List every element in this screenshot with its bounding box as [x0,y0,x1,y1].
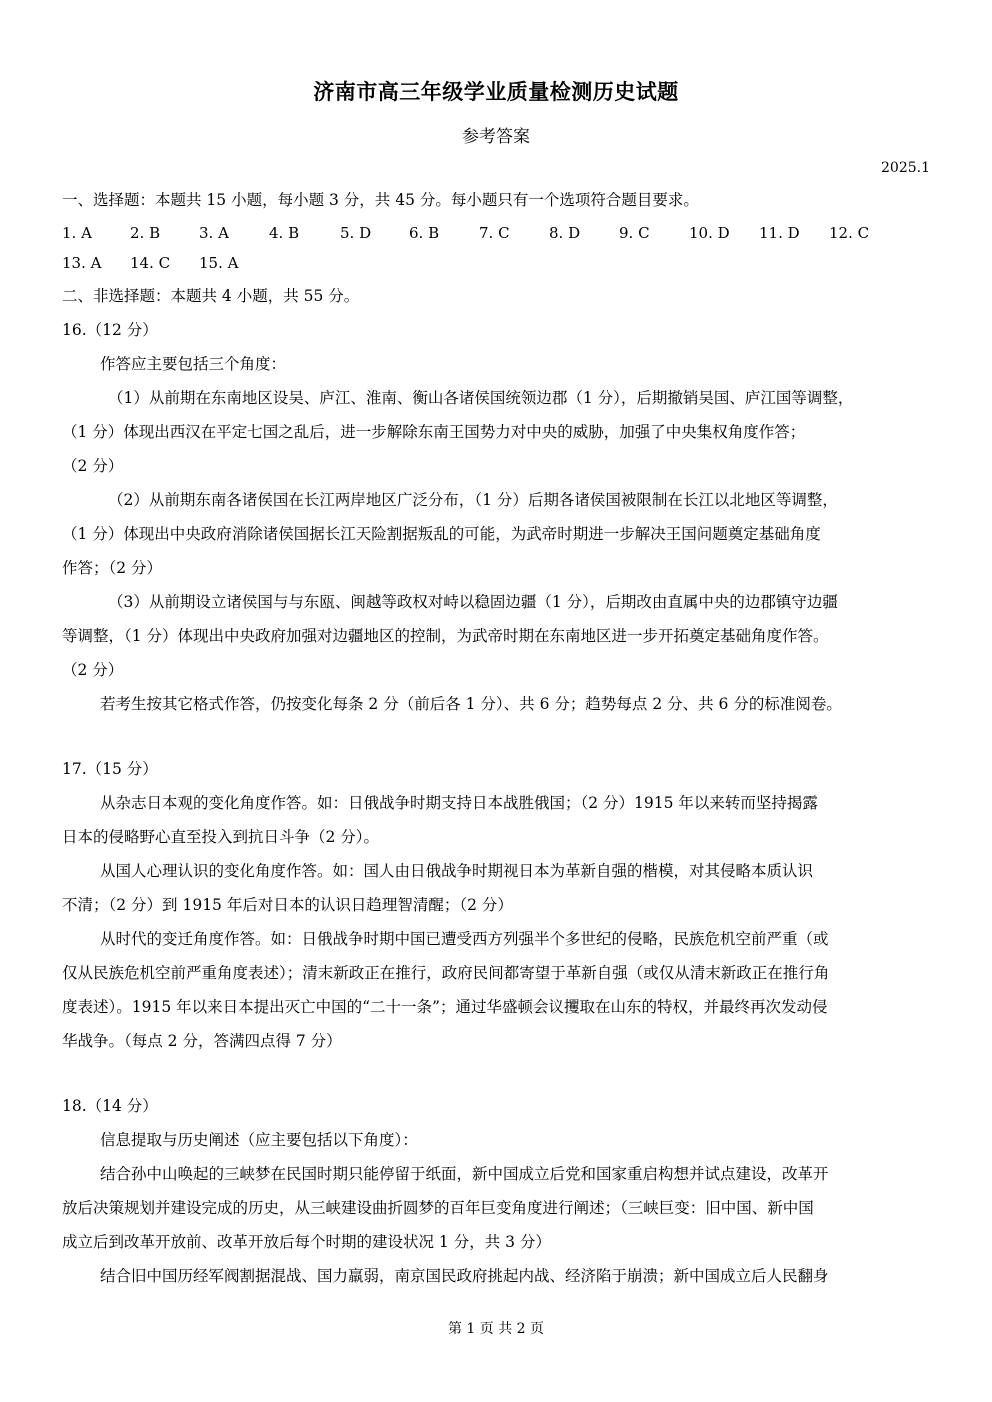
answer-1: 1. A [62,224,92,242]
q17-p3-line1: 从时代的变迁角度作答。如：日俄战争时期中国已遭受西方列强半个多世纪的侵略，民族危机空前严重（或 [100,930,829,948]
q18-p1-line1: 结合孙中山唤起的三峡梦在民国时期只能停留于纸面，新中国成立后党和国家重启构想并试点建设，改革开 [100,1165,829,1183]
q17-p3-line4: 华战争。（每点 2 分，答满四点得 7 分） [62,1032,342,1050]
answer-2: 2. B [130,224,161,242]
q16-p2-line1: （2）从前期东南各诸侯国在长江两岸地区广泛分布，（1 分）后期各诸侯国被限制在长江以北地区等调整， [108,491,838,509]
q16-p1-line2: （1 分）体现出西汉在平定七国之乱后，进一步解除东南王国势力对中央的威胁，加强了中央集权角度作答； [62,423,806,441]
page-title: 济南市高三年级学业质量检测历史试题 [313,79,679,104]
q16-p2-line2: （1 分）体现出中央政府消除诸侯国据长江天险割据叛乱的可能，为武帝时期进一步解决王国问题奠定基础角度 [62,525,821,543]
q18-p1-line2: 放后决策规划并建设完成的历史，从三峡建设曲折圆梦的百年巨变角度进行阐述；（三峡巨变：旧中国、新中国 [62,1199,814,1217]
q16-p1-line1: （1）从前期在东南地区设吴、庐江、淮南、衡山各诸侯国统领边郡（1 分），后期撤销吴国、庐江国等调整， [108,389,854,407]
page-footer: 第 1 页 共 2 页 [447,1321,545,1337]
answer-7: 7. C [479,224,510,242]
answer-14: 14. C [130,254,171,272]
section2-heading: 二、非选择题：本题共 4 小题，共 55 分。 [62,287,360,305]
q16-note: 若考生按其它格式作答，仍按变化每条 2 分（前后各 1 分）、共 6 分；趋势每点 2 分、共 6 分的标准阅卷。 [100,695,842,713]
q16-p3-line3: （2 分） [62,661,124,679]
answer-15: 15. A [199,254,239,272]
q18-p2-line1: 结合旧中国历经军阀割据混战、国力羸弱，南京国民政府挑起内战、经济陷于崩溃；新中国成立后人民翻身 [100,1267,829,1285]
answer-13: 13. A [62,254,102,272]
answer-6: 6. B [409,224,440,242]
date: 2025.1 [881,160,930,176]
q16-p2-line3: 作答；（2 分） [62,559,163,577]
q17-p3-line3: 度表述）。1915 年以来日本提出灭亡中国的“二十一条”；通过华盛顿会议攫取在山东的特权，并最终再次发动侵 [62,998,828,1016]
answer-3: 3. A [199,224,229,242]
answer-9: 9. C [619,224,650,242]
page-subtitle: 参考答案 [462,127,530,147]
answer-12: 12. C [829,224,870,242]
q18-label: 18.（14 分） [62,1097,158,1115]
q17-p2-line2: 不清；（2 分）到 1915 年后对日本的认识日趋理智清醒；（2 分） [62,896,513,914]
answer-5: 5. D [340,224,372,242]
q18-intro: 信息提取与历史阐述（应主要包括以下角度）： [100,1131,418,1149]
answer-8: 8. D [549,224,581,242]
answer-10: 10. D [689,224,730,242]
q16-p1-line3: （2 分） [62,457,124,475]
q17-label: 17.（15 分） [62,760,158,778]
section1-heading: 一、选择题：本题共 15 小题，每小题 3 分，共 45 分。每小题只有一个选项符合题目要求。 [62,191,699,209]
q18-p1-line3: 成立后到改革开放前、改革开放后每个时期的建设状况 1 分，共 3 分） [62,1233,551,1251]
q16-p3-line2: 等调整，（1 分）体现出中央政府加强对边疆地区的控制，为武帝时期在东南地区进一步开拓奠定基础角度作答。 [62,627,829,645]
answer-11: 11. D [759,224,800,242]
q17-p1-line2: 日本的侵略野心直至投入到抗日斗争（2 分）。 [62,828,380,846]
q16-p3-line1: （3）从前期设立诸侯国与与东瓯、闽越等政权对峙以稳固边疆（1 分），后期改由直属中央的边郡镇守边疆 [108,593,838,611]
q16-intro: 作答应主要包括三个角度： [100,355,287,373]
q16-label: 16.（12 分） [62,321,158,339]
q17-p3-line2: 仅从民族危机空前严重角度表述）；清末新政正在推行，政府民间都寄望于革新自强（或仅从清末新政正在推行角 [62,964,830,982]
answer-4: 4. B [269,224,300,242]
q17-p2-line1: 从国人心理认识的变化角度作答。如：国人由日俄战争时期视日本为革新自强的楷模，对其侵略本质认识 [100,862,814,880]
q17-p1-line1: 从杂志日本观的变化角度作答。如：日俄战争时期支持日本战胜俄国；（2 分）1915 年以来转而坚持揭露 [100,794,818,812]
